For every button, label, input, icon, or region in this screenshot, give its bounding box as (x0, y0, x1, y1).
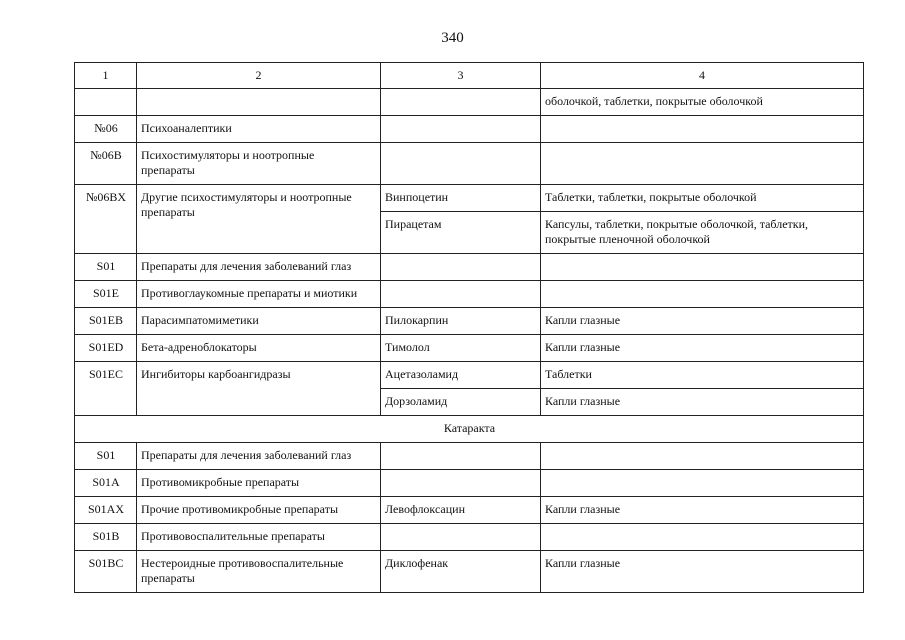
drug-name (381, 524, 541, 551)
atc-code (75, 89, 137, 116)
drug-name (381, 89, 541, 116)
atc-code: №06B (75, 143, 137, 185)
table-row (75, 497, 864, 524)
drug-name (381, 443, 541, 470)
drug-name: Диклофенак (381, 551, 541, 593)
atc-code: №06BX (75, 185, 137, 254)
group-name: Противовоспалительные препараты (137, 524, 381, 551)
drug-name (381, 116, 541, 143)
drug-table (74, 62, 864, 593)
atc-code: S01E (75, 281, 137, 308)
dosage-form (541, 443, 864, 470)
atc-code: S01BC (75, 551, 137, 593)
table-row (75, 89, 864, 116)
table-row (75, 362, 864, 389)
table-row (75, 185, 864, 212)
table-row (75, 143, 864, 185)
drug-name: Тимолол (381, 335, 541, 362)
drug-name (381, 143, 541, 185)
dosage-form: Капли глазные (541, 497, 864, 524)
table-row (75, 308, 864, 335)
group-name: Психостимуляторы и ноотропные препараты (137, 143, 381, 185)
group-name: Бета-адреноблокаторы (137, 335, 381, 362)
atc-code: S01 (75, 254, 137, 281)
table-row (75, 281, 864, 308)
drug-name: Левофлоксацин (381, 497, 541, 524)
table-row (75, 443, 864, 470)
page-number: 340 (441, 30, 464, 46)
dosage-form (541, 254, 864, 281)
group-name: Прочие противомикробные препараты (137, 497, 381, 524)
drug-name: Дорзоламид (381, 389, 541, 416)
column-header-2: 2 (137, 63, 381, 89)
dosage-form: Таблетки (541, 362, 864, 389)
group-name: Противомикробные препараты (137, 470, 381, 497)
atc-code: S01EC (75, 362, 137, 416)
column-header-4: 4 (541, 63, 864, 89)
dosage-form (541, 470, 864, 497)
group-name: Парасимпатомиметики (137, 308, 381, 335)
atc-code: S01EB (75, 308, 137, 335)
dosage-form: оболочкой, таблетки, покрытые оболочкой (541, 89, 864, 116)
atc-code: S01 (75, 443, 137, 470)
atc-code: S01ED (75, 335, 137, 362)
dosage-form: Капли глазные (541, 389, 864, 416)
group-name: Ингибиторы карбоангидразы (137, 362, 381, 416)
group-name (137, 89, 381, 116)
group-name: Препараты для лечения заболеваний глаз (137, 254, 381, 281)
table-header-row (75, 63, 864, 89)
dosage-form (541, 281, 864, 308)
table-row (75, 551, 864, 593)
dosage-form (541, 143, 864, 185)
dosage-form: Капли глазные (541, 551, 864, 593)
table-row (75, 470, 864, 497)
dosage-form (541, 524, 864, 551)
dosage-form: Капли глазные (541, 308, 864, 335)
drug-name (381, 281, 541, 308)
column-header-3: 3 (381, 63, 541, 89)
dosage-form: Капсулы, таблетки, покрытые оболочкой, таблетки, покрытые пленочной оболочкой (541, 212, 864, 254)
section-header-row (75, 416, 864, 443)
drug-name: Пирацетам (381, 212, 541, 254)
dosage-form (541, 116, 864, 143)
drug-name (381, 254, 541, 281)
atc-code: S01AX (75, 497, 137, 524)
group-name: Другие психостимуляторы и ноотропные препараты (137, 185, 381, 254)
drug-name: Пилокарпин (381, 308, 541, 335)
column-header-1: 1 (75, 63, 137, 89)
atc-code: №06 (75, 116, 137, 143)
dosage-form: Таблетки, таблетки, покрытые оболочкой (541, 185, 864, 212)
atc-code: S01B (75, 524, 137, 551)
table-row (75, 335, 864, 362)
drug-name: Ацетазоламид (381, 362, 541, 389)
section-title: Катаракта (75, 416, 864, 443)
group-name: Психоаналептики (137, 116, 381, 143)
atc-code: S01A (75, 470, 137, 497)
drug-name: Винпоцетин (381, 185, 541, 212)
dosage-form: Капли глазные (541, 335, 864, 362)
table-row (75, 116, 864, 143)
group-name: Нестероидные противовоспалительные препараты (137, 551, 381, 593)
table-row (75, 524, 864, 551)
group-name: Противоглаукомные препараты и миотики (137, 281, 381, 308)
table-row (75, 254, 864, 281)
group-name: Препараты для лечения заболеваний глаз (137, 443, 381, 470)
drug-name (381, 470, 541, 497)
